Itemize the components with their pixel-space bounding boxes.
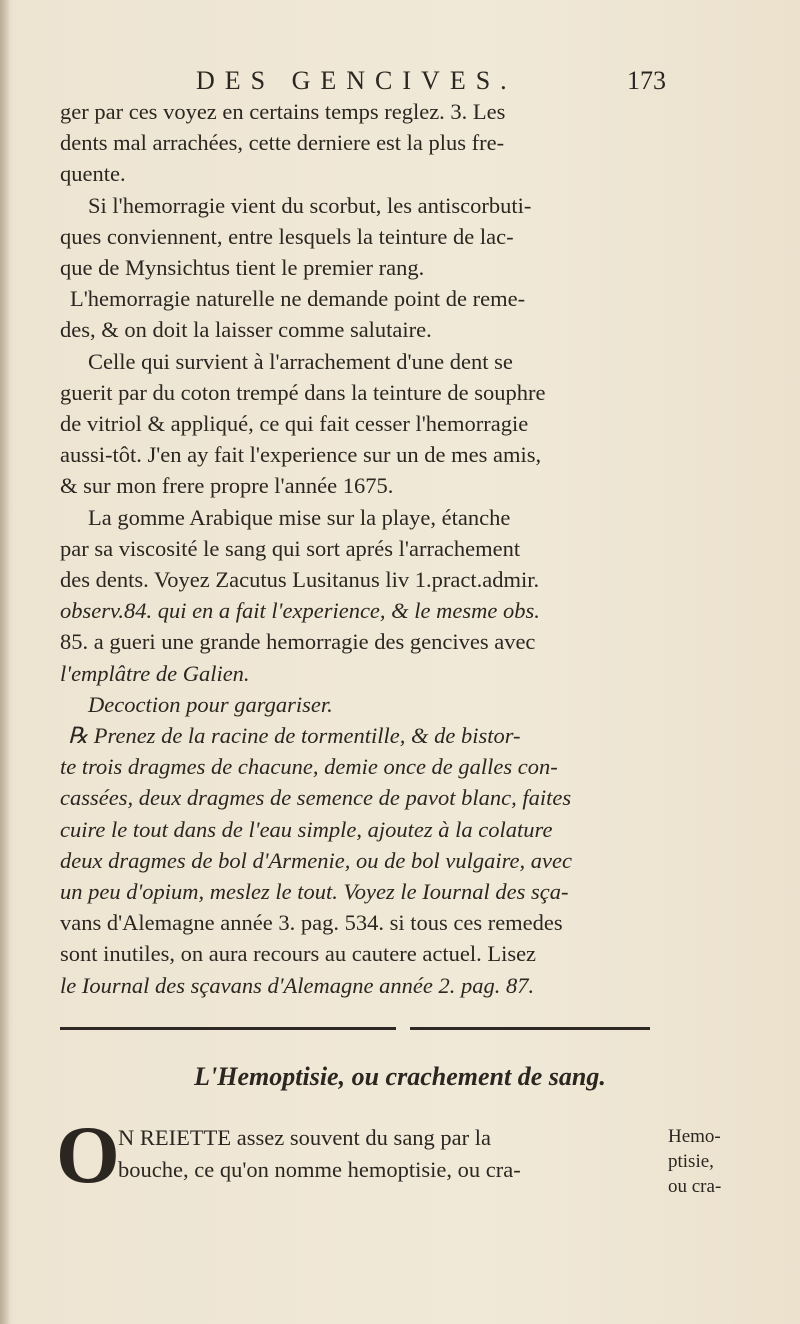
text-line: des dents. Voyez Zacutus Lusitanus liv 1.pract.admir. <box>60 567 540 593</box>
recipe-heading: Decoction pour gargariser. <box>88 691 333 717</box>
text-line: sont inutiles, on aura recours au cautere actuel. Lisez <box>60 941 537 967</box>
text-line: cassées, deux dragmes de semence de pavot blanc, faites <box>60 785 572 811</box>
text-line: aussi-tôt. J'en ay fait l'experience sur un de mes amis, <box>60 442 542 468</box>
margin-note-line: Hemo- <box>668 1126 721 1147</box>
page-gutter-shadow <box>0 0 10 1324</box>
text-line: un peu d'opium, meslez le tout. Voyez le Iournal des sça- <box>60 879 569 905</box>
text-line: des, & on doit la laisser comme salutaire. <box>60 317 432 343</box>
text-line: te trois dragmes de chacune, demie once de galles con- <box>60 754 558 780</box>
running-head: DES GENCIVES. <box>196 66 517 95</box>
text-line: La gomme Arabique mise sur la playe, étanche <box>88 504 511 530</box>
section-divider-right <box>410 1027 650 1030</box>
text-line: que de Mynsichtus tient le premier rang. <box>60 255 425 281</box>
section-title: L'Hemoptisie, ou crachement de sang. <box>194 1062 606 1091</box>
text-line: observ.84. qui en a fait l'experience, & le mesme obs. <box>60 598 540 624</box>
text-line: l'emplâtre de Galien. <box>60 660 250 686</box>
text-line: & sur mon frere propre l'année 1675. <box>60 473 394 499</box>
text-line: L'hemorragie naturelle ne demande point de reme- <box>70 286 526 312</box>
margin-note-line: ptisie, <box>668 1151 714 1172</box>
section-opening-text <box>118 1122 663 1186</box>
text-line: ger par ces voyez en certains temps reglez. 3. Les <box>60 99 506 124</box>
drop-capital: O <box>56 1109 120 1200</box>
text-line: cuire le tout dans de l'eau simple, ajoutez à la colature <box>60 816 553 842</box>
text-line: deux dragmes de bol d'Armenie, ou de bol vulgaire, avec <box>60 847 572 873</box>
text-line: le Iournal des sçavans d'Alemagne année 2. pag. 87. <box>60 972 535 998</box>
text-line: Si l'hemorragie vient du scorbut, les antiscorbuti- <box>88 192 532 218</box>
text-line: quente. <box>60 161 126 187</box>
text-line: bouche, ce qu'on nomme hemoptisie, ou cra- <box>118 1157 521 1182</box>
margin-note <box>668 1124 788 1199</box>
section-divider-left <box>60 1027 396 1030</box>
text-line: Celle qui survient à l'arrachement d'une dent se <box>88 348 513 374</box>
body-text <box>60 96 668 1001</box>
text-line: dents mal arrachées, cette derniere est la plus fre- <box>60 130 505 156</box>
text-line: ℞ Prenez de la racine de tormentille, & de bistor- <box>68 723 521 749</box>
margin-note-line: ou cra- <box>668 1176 722 1197</box>
text-line: par sa viscosité le sang qui sort aprés l'arrachement <box>60 535 521 561</box>
page-header <box>196 64 666 100</box>
text-line: 85. a gueri une grande hemorragie des gencives avec <box>60 629 536 655</box>
page-number: 173 <box>627 66 666 95</box>
text-line: guerit par du coton trempé dans la teinture de souphre <box>60 379 546 405</box>
text-line: de vitriol & appliqué, ce qui fait cesser l'hemorragie <box>60 411 529 437</box>
text-line: ques conviennent, entre lesquels la teinture de lac- <box>60 223 514 249</box>
text-line: N REIETTE assez souvent du sang par la <box>118 1125 492 1150</box>
text-line: vans d'Alemagne année 3. pag. 534. si tous ces remedes <box>60 910 563 936</box>
